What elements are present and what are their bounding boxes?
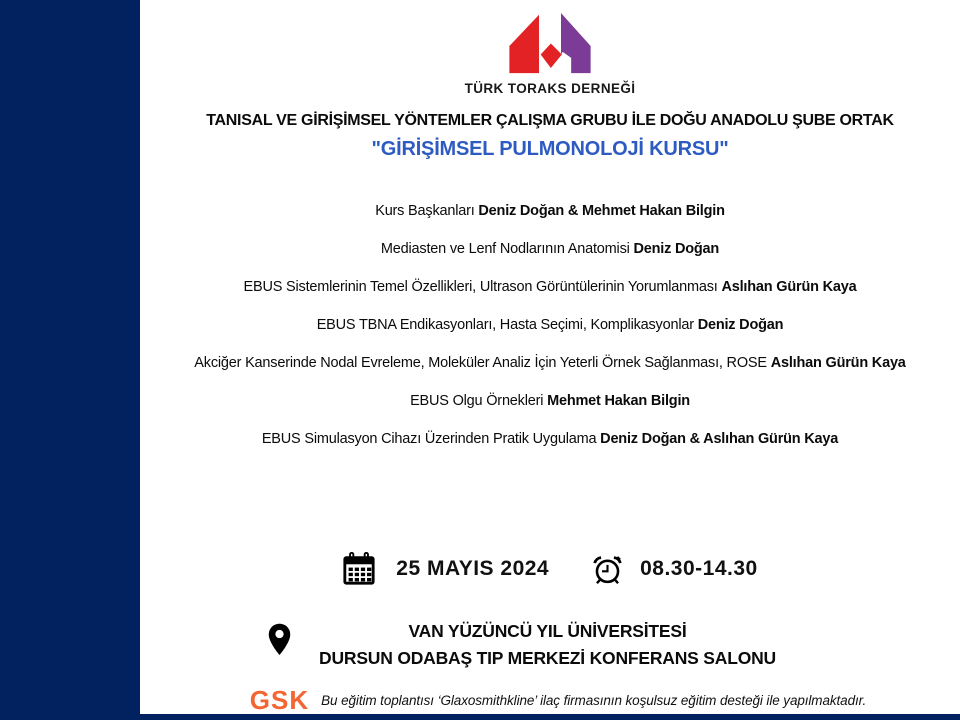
sponsor-disclaimer: Bu eğitim toplantısı ‘Glaxosmithkline’ ilaç firmasının koşulsuz eğitim desteği ile yapılmaktadır. <box>321 692 867 708</box>
program-row <box>140 268 960 306</box>
speaker-names: Mehmet Hakan Bilgin <box>547 393 690 409</box>
speaker-names: Aslıhan Gürün Kaya <box>721 279 857 295</box>
gsk-logo: GSK <box>249 685 310 715</box>
venue-row <box>112 618 932 672</box>
schedule-row <box>140 552 960 586</box>
program-row <box>140 420 960 458</box>
alarm-clock-icon <box>591 553 624 586</box>
session-title: EBUS Simulasyon Cihazı Üzerinden Pratik Uygulama <box>261 431 601 447</box>
speaker-names: Deniz Doğan & Aslıhan Gürün Kaya <box>600 431 839 447</box>
program-row <box>140 230 960 268</box>
left-navy-sidebar <box>0 0 140 720</box>
program-row <box>140 306 960 344</box>
program-row <box>140 192 960 230</box>
logo-text: TÜRK TORAKS DERNEĞİ <box>464 81 636 96</box>
program-list <box>140 192 960 458</box>
speaker-names: Deniz Doğan & Mehmet Hakan Bilgin <box>478 203 725 219</box>
venue-line1: VAN YÜZÜNCÜ YIL ÜNİVERSİTESİ <box>408 621 687 641</box>
speaker-names: Deniz Doğan <box>697 317 784 333</box>
speaker-names: Aslıhan Gürün Kaya <box>770 355 906 371</box>
venue-line2: DURSUN ODABAŞ TIP MERKEZİ KONFERANS SALONU <box>319 648 776 668</box>
lungs-logo-icon <box>495 12 605 80</box>
session-title: Kurs Başkanları <box>375 203 479 219</box>
calendar-icon <box>342 552 376 586</box>
venue-text-block <box>319 618 776 672</box>
course-time: 08.30-14.30 <box>640 557 758 580</box>
program-row <box>140 344 960 382</box>
speaker-names: Deniz Doğan <box>633 241 720 257</box>
session-title: Mediasten ve Lenf Nodlarının Anatomisi <box>380 241 634 257</box>
session-title: Akciğer Kanserinde Nodal Evreleme, Moleküler Analiz İçin Yeterli Örnek Sağlanması, ROSE <box>194 355 771 371</box>
sponsor-footer <box>148 687 960 713</box>
turk-toraks-logo <box>140 12 960 96</box>
flyer-header <box>140 112 960 161</box>
program-row <box>140 382 960 420</box>
session-title: EBUS Olgu Örnekleri <box>410 393 548 409</box>
flyer-content <box>140 0 960 720</box>
course-date: 25 MAYIS 2024 <box>396 557 550 580</box>
header-title-line1: TANISAL VE GİRİŞİMSEL YÖNTEMLER ÇALIŞMA GRUBU İLE DOĞU ANADOLU ŞUBE ORTAK <box>206 112 894 129</box>
session-title: EBUS Sistemlerinin Temel Özellikleri, Ultrason Görüntülerinin Yorumlanması <box>243 279 722 295</box>
session-title: EBUS TBNA Endikasyonları, Hasta Seçimi, Komplikasyonlar <box>316 317 698 333</box>
location-pin-icon <box>268 623 291 656</box>
header-title-line2: "GİRİŞİMSEL PULMONOLOJİ KURSU" <box>371 138 729 160</box>
